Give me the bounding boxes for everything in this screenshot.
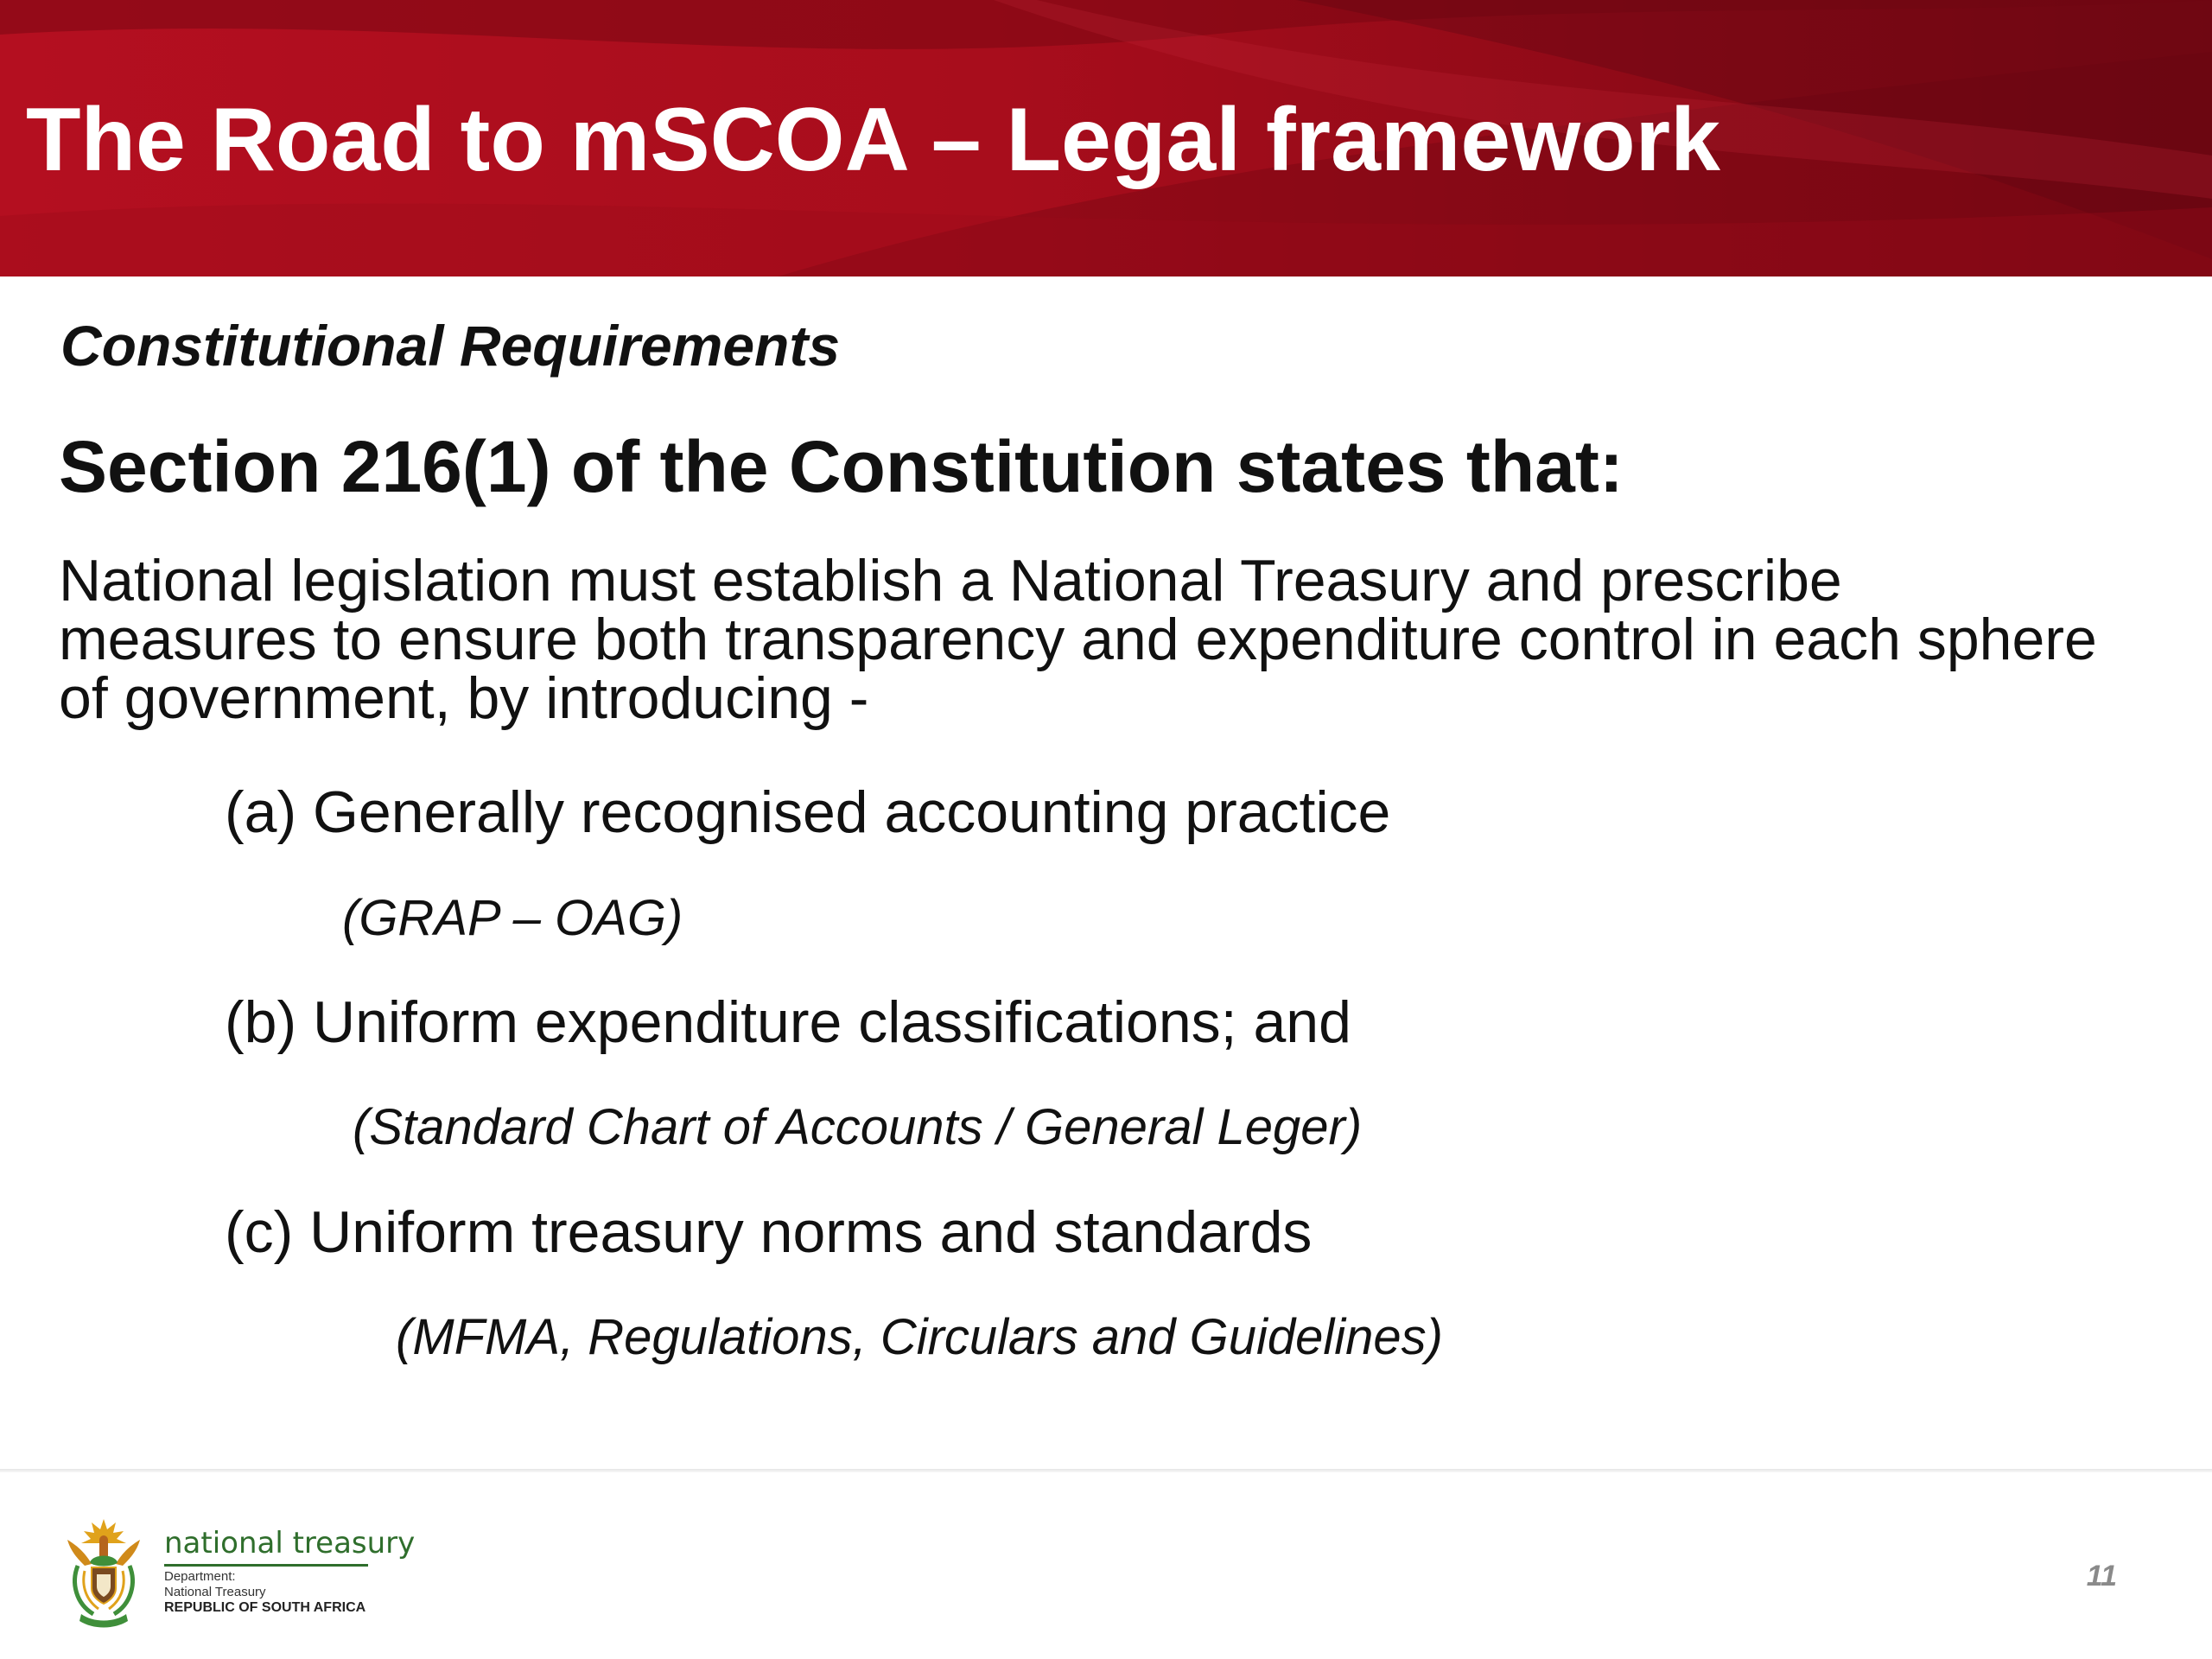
list-item-note: (GRAP – OAG) (342, 890, 683, 946)
brand-name: national treasury (164, 1526, 416, 1560)
footer (0, 1472, 2212, 1659)
list-item: (a) Generally recognised accounting practice (225, 779, 1391, 845)
section-heading: Section 216(1) of the Constitution states that: (59, 426, 1624, 507)
list-item-note: (Standard Chart of Accounts / General Leger) (353, 1099, 1363, 1155)
brand-department-name: National Treasury (164, 1585, 266, 1599)
subheading: Constitutional Requirements (60, 314, 841, 378)
page-number: 11 (2086, 1560, 2117, 1592)
header-banner (0, 0, 2212, 276)
brand-country: REPUBLIC OF SOUTH AFRICA (164, 1600, 366, 1615)
slide-title: The Road to mSCOA – Legal framework (26, 90, 1720, 190)
list-item-note: (MFMA, Regulations, Circulars and Guidelines) (396, 1309, 1443, 1365)
list-item: (b) Uniform expenditure classifications; and (225, 989, 1351, 1055)
brand-underline (164, 1564, 368, 1567)
list-item: (c) Uniform treasury norms and standards (225, 1199, 1313, 1265)
slide-content (0, 276, 2212, 1469)
body-paragraph: National legislation must establish a National Treasury and prescribe measures to ensure both transparency and expenditure control in each sphere of government, by introducing - (59, 548, 2097, 731)
coat-of-arms-icon (59, 1514, 149, 1631)
brand-department: Department: (164, 1569, 236, 1584)
